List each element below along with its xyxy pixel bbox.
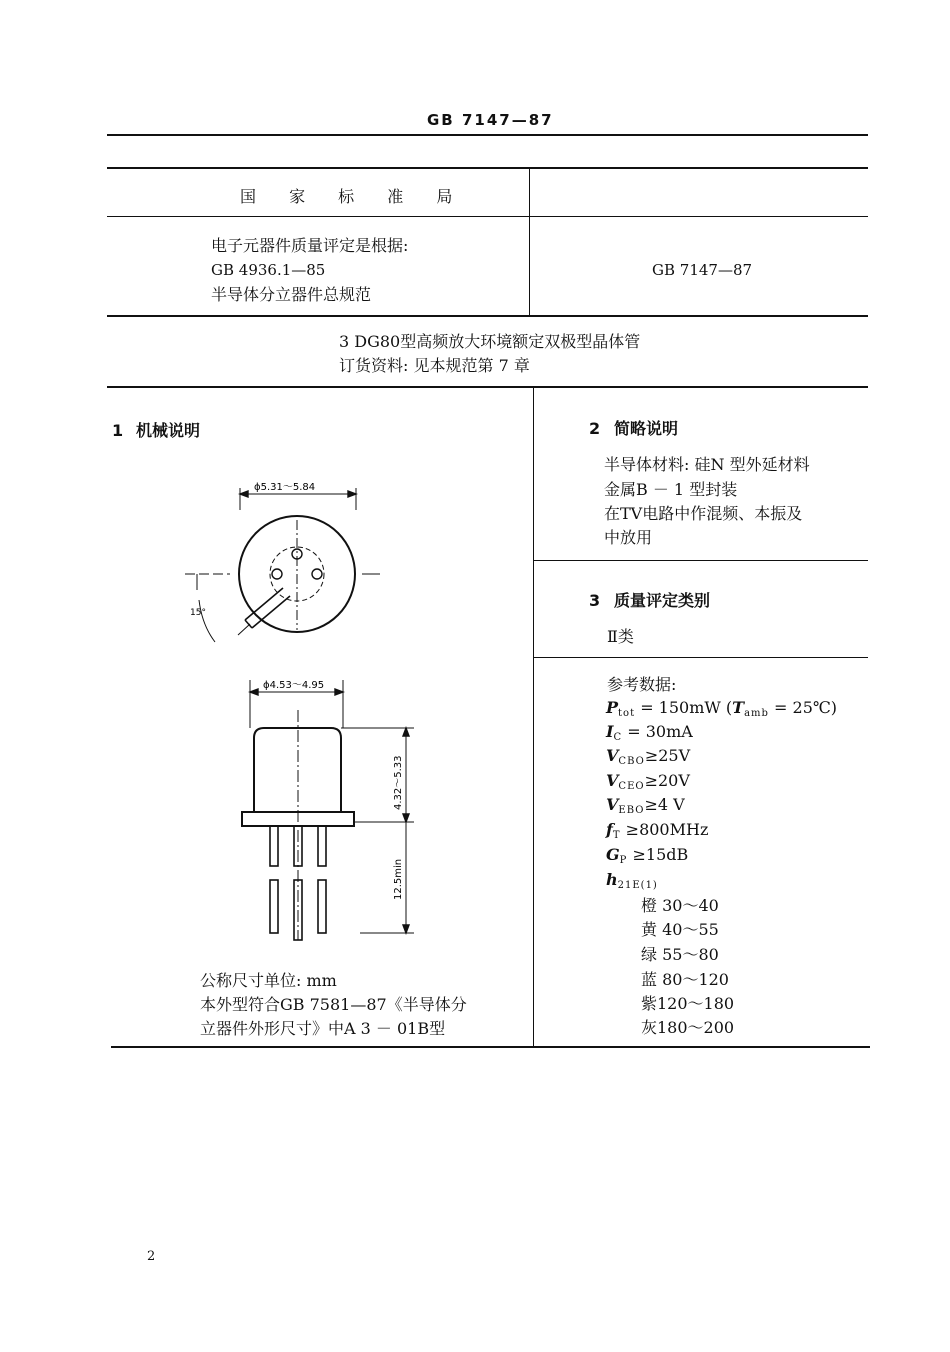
outline-note-2: 立器件外形尺寸》中A 3 － 01B型 (200, 1019, 446, 1038)
device-title: 3 DG80型高频放大环境额定双极型晶体管 (339, 332, 641, 351)
doc-number-header: GB 7147—87 (427, 111, 554, 129)
section-3-heading: 质量评定类别 (614, 591, 711, 610)
ft-subscript: T (612, 830, 621, 841)
brief-line-1: 半导体材料: 硅N 型外延材料 (604, 455, 810, 474)
ref-vebo (606, 795, 685, 821)
section-2-bottom-rule (533, 560, 868, 561)
transistor-outline-drawing (170, 470, 450, 950)
hfe-grade-orange: 橙 30～40 (641, 896, 719, 915)
ic-value: = 30mA (627, 722, 693, 741)
hfe-subscript: 21E(1) (617, 880, 658, 891)
gp-subscript: P (619, 855, 628, 866)
dim-body-height: 4.32～5.33 (393, 755, 404, 810)
issuing-authority: 国 家 标 准 局 (240, 187, 467, 206)
standard-number: GB 7147—87 (652, 261, 753, 279)
tamb-subscript: amb (744, 708, 769, 719)
dim-cap-diameter: ϕ4.53～4.95 (263, 680, 325, 691)
unit-note: 公称尺寸单位: mm (200, 971, 337, 990)
vcbo-subscript: CBO (618, 756, 645, 767)
body-column-divider (533, 387, 534, 1047)
table-top-rule (107, 167, 868, 169)
dim-tab-angle: 15° (190, 608, 206, 618)
ft-symbol: f (606, 820, 613, 839)
header-rule (107, 134, 868, 136)
section-1-number: 1 (112, 421, 124, 440)
basis-line-1: 电子元器件质量评定是根据: (211, 236, 409, 255)
ref-ptot (606, 698, 837, 724)
quality-category: Ⅱ类 (607, 627, 634, 646)
table-column-divider (529, 168, 530, 316)
dim-flange-diameter: ϕ5.31～5.84 (254, 482, 316, 493)
vcbo-value: ≥25V (644, 746, 691, 765)
section-2-heading: 简略说明 (614, 419, 679, 438)
gp-symbol: G (606, 845, 620, 864)
ft-value: ≥800MHz (625, 820, 709, 839)
section-3-bottom-rule (533, 657, 868, 658)
vceo-subscript: CEO (618, 781, 645, 792)
ic-subscript: C (613, 732, 623, 743)
hfe-grade-blue: 蓝 80～120 (641, 970, 729, 989)
hfe-grade-green: 绿 55～80 (641, 945, 719, 964)
vceo-symbol: V (606, 771, 619, 790)
ic-symbol: I (606, 722, 614, 741)
ref-vcbo (606, 746, 690, 772)
section-3-number: 3 (589, 591, 601, 610)
hfe-symbol: h (606, 870, 618, 889)
ref-hfe (606, 870, 658, 896)
ref-ic (606, 722, 693, 748)
table-divider (107, 216, 868, 217)
vcbo-symbol: V (606, 746, 619, 765)
ref-gp (606, 845, 688, 871)
dim-lead-length: 12.5min (393, 858, 404, 900)
section-1-heading: 机械说明 (136, 421, 201, 440)
tamb-value: = 25℃) (774, 698, 838, 717)
ptot-value: = 150mW ( (640, 698, 733, 717)
ordering-info: 订货资料: 见本规范第 7 章 (339, 356, 530, 375)
brief-line-3: 在TV电路中作混频、本振及 (604, 504, 803, 523)
hfe-grade-gray: 灰180～200 (641, 1018, 735, 1037)
gp-value: ≥15dB (632, 845, 689, 864)
ptot-subscript: tot (618, 708, 636, 719)
page-number: 2 (147, 1249, 156, 1264)
vebo-value: ≥4 V (644, 795, 685, 814)
brief-line-2: 金属B － 1 型封装 (604, 480, 738, 499)
vceo-value: ≥20V (644, 771, 690, 790)
section-2-number: 2 (589, 419, 601, 438)
basis-line-2: GB 4936.1—85 (211, 261, 326, 279)
ptot-symbol: P (606, 698, 619, 717)
title-bottom-rule (107, 386, 868, 388)
hfe-grade-yellow: 黄 40～55 (641, 920, 719, 939)
brief-line-4: 中放用 (604, 528, 653, 547)
outline-note-1: 本外型符合GB 7581—87《半导体分 (200, 995, 467, 1014)
ref-vceo (606, 771, 690, 797)
body-bottom-rule (111, 1046, 870, 1048)
ref-ft (606, 820, 708, 846)
hfe-grade-purple: 紫120～180 (641, 994, 735, 1013)
table-bottom-rule (107, 315, 868, 317)
vebo-subscript: EBO (618, 805, 645, 816)
tamb-symbol: T (732, 698, 745, 717)
vebo-symbol: V (606, 795, 619, 814)
reference-title: 参考数据: (607, 675, 677, 694)
basis-line-3: 半导体分立器件总规范 (211, 285, 372, 304)
